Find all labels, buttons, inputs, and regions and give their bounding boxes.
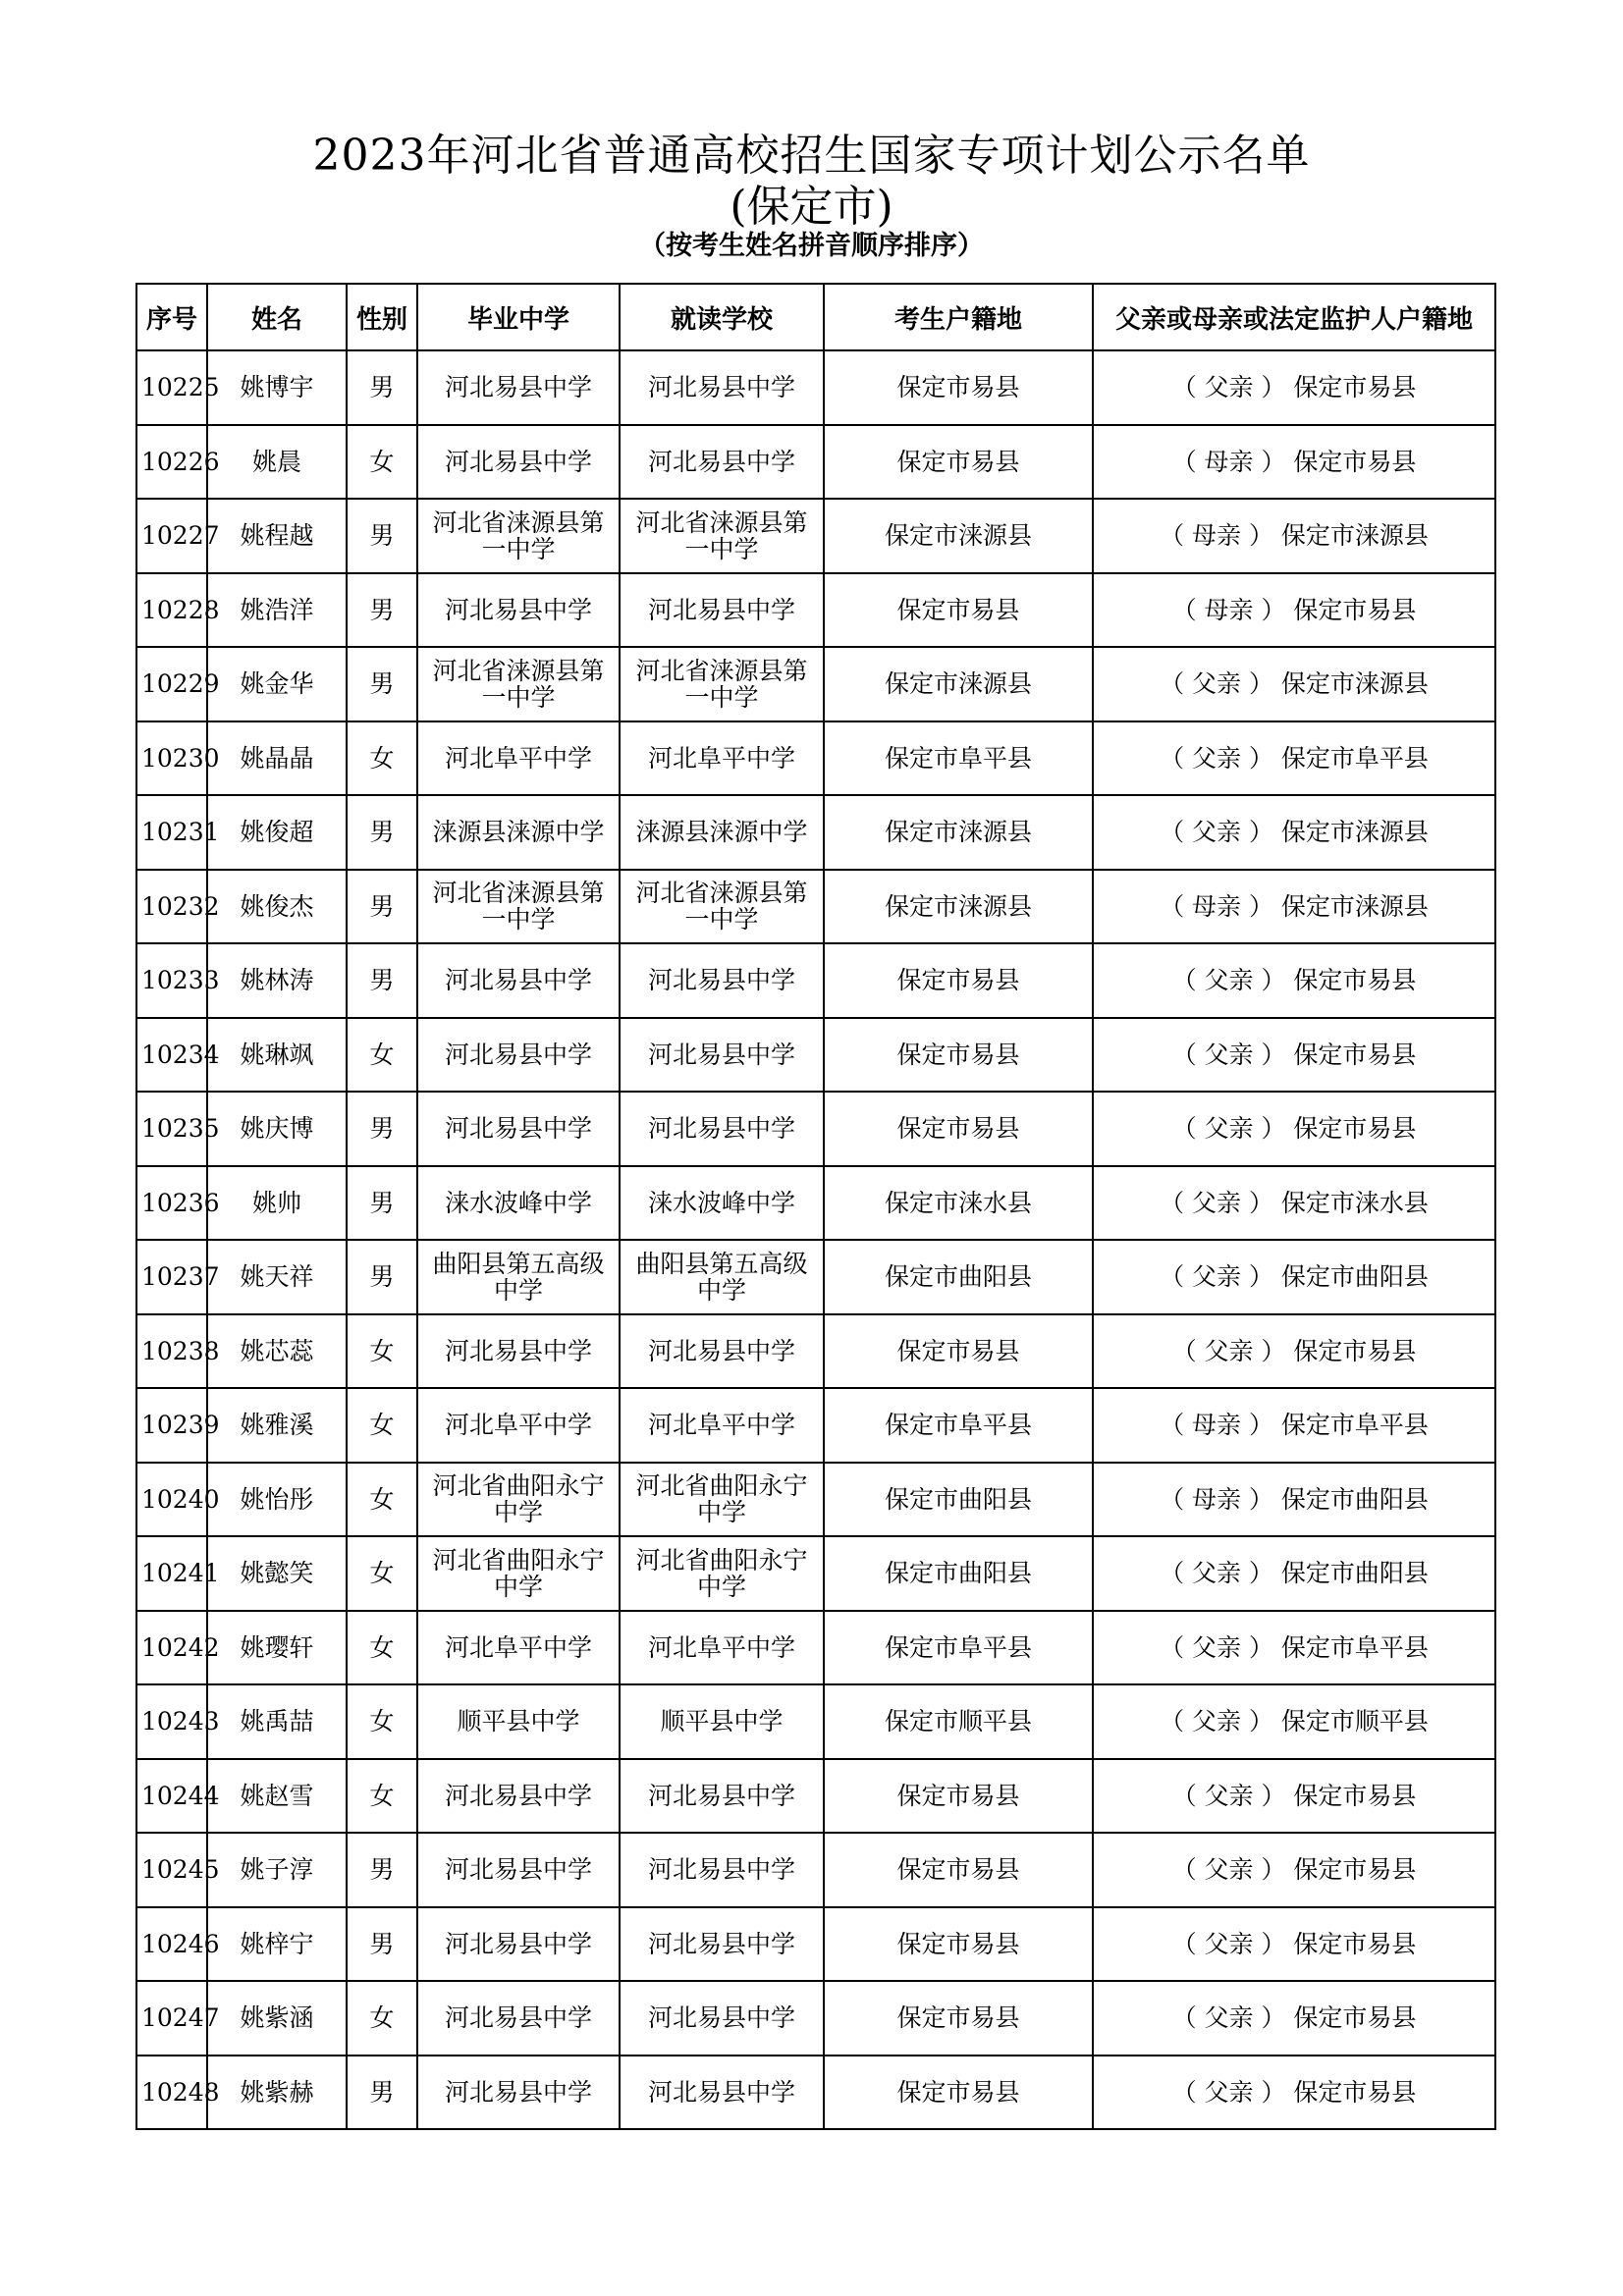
cell-current-school: 河北易县中学 — [620, 2056, 824, 2130]
cell-graduation-school: 河北易县中学 — [417, 350, 620, 425]
cell-graduation-school: 河北易县中学 — [417, 1907, 620, 1982]
cell-id: 10241 — [136, 1536, 207, 1611]
cell-gender: 女 — [347, 1684, 417, 1759]
cell-current-school: 河北易县中学 — [620, 425, 824, 500]
cell-current-school: 河北省涞源县第一中学 — [620, 647, 824, 721]
cell-current-school: 河北阜平中学 — [620, 1388, 824, 1463]
cell-guardian-residence: （ 父亲 ） 保定市易县 — [1093, 943, 1495, 1018]
table-row — [136, 350, 1495, 425]
cell-name: 姚梓宁 — [207, 1907, 347, 1982]
header-row — [136, 284, 1495, 350]
cell-id: 10242 — [136, 1611, 207, 1685]
cell-id: 10243 — [136, 1684, 207, 1759]
cell-student-residence: 保定市涞源县 — [824, 647, 1093, 721]
cell-guardian-residence: （ 母亲 ） 保定市易县 — [1093, 425, 1495, 500]
cell-name: 姚禹喆 — [207, 1684, 347, 1759]
cell-gender: 男 — [347, 1166, 417, 1241]
cell-guardian-residence: （ 父亲 ） 保定市曲阳县 — [1093, 1240, 1495, 1314]
cell-guardian-residence: （ 父亲 ） 保定市曲阳县 — [1093, 1536, 1495, 1611]
roster-body — [136, 350, 1495, 2129]
cell-gender: 女 — [347, 1759, 417, 1834]
sort-note: （按考生姓名拼音顺序排序） — [639, 231, 984, 261]
cell-id: 10238 — [136, 1314, 207, 1389]
table-row — [136, 1388, 1495, 1463]
cell-name: 姚雅溪 — [207, 1388, 347, 1463]
cell-name: 姚程越 — [207, 499, 347, 573]
table-row — [136, 647, 1495, 721]
table-row — [136, 1981, 1495, 2056]
cell-gender: 男 — [347, 943, 417, 1018]
cell-graduation-school: 河北阜平中学 — [417, 1611, 620, 1685]
table-row — [136, 1166, 1495, 1241]
cell-student-residence: 保定市涞源县 — [824, 795, 1093, 870]
cell-graduation-school: 河北易县中学 — [417, 573, 620, 648]
page-title: 2023年河北省普通高校招生国家专项计划公示名单 — [312, 131, 1311, 181]
cell-graduation-school: 河北易县中学 — [417, 1981, 620, 2056]
table-row — [136, 1907, 1495, 1982]
cell-guardian-residence: （ 父亲 ） 保定市涞源县 — [1093, 795, 1495, 870]
cell-current-school: 河北易县中学 — [620, 943, 824, 1018]
table-row — [136, 425, 1495, 500]
cell-student-residence: 保定市易县 — [824, 1981, 1093, 2056]
table-row — [136, 573, 1495, 648]
cell-student-residence: 保定市阜平县 — [824, 721, 1093, 796]
cell-guardian-residence: （ 母亲 ） 保定市曲阳县 — [1093, 1463, 1495, 1537]
cell-student-residence: 保定市易县 — [824, 1907, 1093, 1982]
cell-gender: 女 — [347, 1981, 417, 2056]
cell-gender: 男 — [347, 647, 417, 721]
cell-graduation-school: 河北易县中学 — [417, 1759, 620, 1834]
cell-id: 10246 — [136, 1907, 207, 1982]
table-row — [136, 1240, 1495, 1314]
cell-name: 姚天祥 — [207, 1240, 347, 1314]
cell-gender: 男 — [347, 1833, 417, 1907]
cell-id: 10225 — [136, 350, 207, 425]
cell-graduation-school: 河北省涞源县第一中学 — [417, 499, 620, 573]
table-row — [136, 2056, 1495, 2130]
cell-gender: 女 — [347, 1611, 417, 1685]
table-row — [136, 943, 1495, 1018]
table-row — [136, 1759, 1495, 1834]
cell-student-residence: 保定市易县 — [824, 350, 1093, 425]
cell-student-residence: 保定市曲阳县 — [824, 1240, 1093, 1314]
cell-guardian-residence: （ 父亲 ） 保定市阜平县 — [1093, 1611, 1495, 1685]
cell-current-school: 河北省涞源县第一中学 — [620, 499, 824, 573]
table-row — [136, 1314, 1495, 1389]
cell-guardian-residence: （ 父亲 ） 保定市涞源县 — [1093, 647, 1495, 721]
cell-graduation-school: 河北省曲阳永宁中学 — [417, 1463, 620, 1537]
cell-id: 10229 — [136, 647, 207, 721]
table-row — [136, 1018, 1495, 1093]
cell-current-school: 河北易县中学 — [620, 1092, 824, 1166]
cell-graduation-school: 河北省曲阳永宁中学 — [417, 1536, 620, 1611]
cell-student-residence: 保定市易县 — [824, 573, 1093, 648]
cell-current-school: 河北易县中学 — [620, 1907, 824, 1982]
table-row — [136, 1536, 1495, 1611]
cell-current-school: 河北阜平中学 — [620, 1611, 824, 1685]
cell-id: 10230 — [136, 721, 207, 796]
cell-guardian-residence: （ 母亲 ） 保定市涞源县 — [1093, 499, 1495, 573]
cell-gender: 女 — [347, 1536, 417, 1611]
cell-gender: 女 — [347, 425, 417, 500]
cell-student-residence: 保定市曲阳县 — [824, 1463, 1093, 1537]
cell-gender: 男 — [347, 499, 417, 573]
cell-guardian-residence: （ 母亲 ） 保定市易县 — [1093, 573, 1495, 648]
cell-name: 姚赵雪 — [207, 1759, 347, 1834]
cell-graduation-school: 曲阳县第五高级中学 — [417, 1240, 620, 1314]
cell-graduation-school: 河北易县中学 — [417, 1092, 620, 1166]
cell-gender: 男 — [347, 1092, 417, 1166]
cell-name: 姚俊杰 — [207, 870, 347, 944]
cell-guardian-residence: （ 父亲 ） 保定市易县 — [1093, 1314, 1495, 1389]
cell-guardian-residence: （ 父亲 ） 保定市易县 — [1093, 1092, 1495, 1166]
cell-current-school: 河北阜平中学 — [620, 721, 824, 796]
cell-guardian-residence: （ 父亲 ） 保定市易县 — [1093, 1833, 1495, 1907]
header-cell-current-school: 就读学校 — [620, 284, 824, 350]
cell-student-residence: 保定市顺平县 — [824, 1684, 1093, 1759]
cell-current-school: 河北省涞源县第一中学 — [620, 870, 824, 944]
cell-current-school: 河北易县中学 — [620, 573, 824, 648]
cell-id: 10239 — [136, 1388, 207, 1463]
header-cell-gender: 性别 — [347, 284, 417, 350]
cell-current-school: 河北省曲阳永宁中学 — [620, 1536, 824, 1611]
cell-graduation-school: 河北易县中学 — [417, 1314, 620, 1389]
cell-student-residence: 保定市阜平县 — [824, 1388, 1093, 1463]
cell-name: 姚紫赫 — [207, 2056, 347, 2130]
cell-guardian-residence: （ 母亲 ） 保定市涞源县 — [1093, 870, 1495, 944]
cell-gender: 女 — [347, 721, 417, 796]
cell-id: 10226 — [136, 425, 207, 500]
cell-student-residence: 保定市阜平县 — [824, 1611, 1093, 1685]
cell-name: 姚晶晶 — [207, 721, 347, 796]
cell-id: 10235 — [136, 1092, 207, 1166]
cell-id: 10228 — [136, 573, 207, 648]
table-row — [136, 499, 1495, 573]
table-row — [136, 1684, 1495, 1759]
cell-name: 姚芯蕊 — [207, 1314, 347, 1389]
cell-name: 姚紫涵 — [207, 1981, 347, 2056]
cell-graduation-school: 涞源县涞源中学 — [417, 795, 620, 870]
cell-current-school: 河北易县中学 — [620, 1833, 824, 1907]
cell-current-school: 顺平县中学 — [620, 1684, 824, 1759]
cell-current-school: 河北易县中学 — [620, 1981, 824, 2056]
cell-graduation-school: 河北易县中学 — [417, 943, 620, 1018]
cell-graduation-school: 河北易县中学 — [417, 1018, 620, 1093]
header-cell-graduation-school: 毕业中学 — [417, 284, 620, 350]
cell-guardian-residence: （ 父亲 ） 保定市阜平县 — [1093, 721, 1495, 796]
cell-current-school: 河北易县中学 — [620, 1759, 824, 1834]
cell-name: 姚俊超 — [207, 795, 347, 870]
cell-current-school: 涞源县涞源中学 — [620, 795, 824, 870]
cell-student-residence: 保定市易县 — [824, 1018, 1093, 1093]
cell-guardian-residence: （ 父亲 ） 保定市涞水县 — [1093, 1166, 1495, 1241]
cell-guardian-residence: （ 父亲 ） 保定市易县 — [1093, 1018, 1495, 1093]
cell-name: 姚晨 — [207, 425, 347, 500]
cell-id: 10248 — [136, 2056, 207, 2130]
table-row — [136, 1833, 1495, 1907]
table-row — [136, 1463, 1495, 1537]
cell-student-residence: 保定市易县 — [824, 1092, 1093, 1166]
cell-gender: 女 — [347, 1463, 417, 1537]
cell-name: 姚博宇 — [207, 350, 347, 425]
cell-id: 10247 — [136, 1981, 207, 2056]
cell-name: 姚琳飒 — [207, 1018, 347, 1093]
cell-gender: 女 — [347, 1388, 417, 1463]
cell-graduation-school: 河北省涞源县第一中学 — [417, 647, 620, 721]
cell-student-residence: 保定市易县 — [824, 425, 1093, 500]
cell-guardian-residence: （ 母亲 ） 保定市阜平县 — [1093, 1388, 1495, 1463]
cell-gender: 男 — [347, 573, 417, 648]
cell-guardian-residence: （ 父亲 ） 保定市易县 — [1093, 1907, 1495, 1982]
cell-graduation-school: 河北阜平中学 — [417, 721, 620, 796]
cell-id: 10244 — [136, 1759, 207, 1834]
cell-graduation-school: 河北阜平中学 — [417, 1388, 620, 1463]
cell-student-residence: 保定市易县 — [824, 1759, 1093, 1834]
cell-gender: 女 — [347, 1314, 417, 1389]
table-row — [136, 870, 1495, 944]
cell-guardian-residence: （ 父亲 ） 保定市易县 — [1093, 2056, 1495, 2130]
cell-guardian-residence: （ 父亲 ） 保定市易县 — [1093, 350, 1495, 425]
cell-graduation-school: 涞水波峰中学 — [417, 1166, 620, 1241]
cell-current-school: 涞水波峰中学 — [620, 1166, 824, 1241]
cell-gender: 男 — [347, 1240, 417, 1314]
cell-id: 10245 — [136, 1833, 207, 1907]
cell-graduation-school: 河北省涞源县第一中学 — [417, 870, 620, 944]
cell-id: 10233 — [136, 943, 207, 1018]
cell-current-school: 河北省曲阳永宁中学 — [620, 1463, 824, 1537]
cell-name: 姚庆博 — [207, 1092, 347, 1166]
header-cell-guardian-residence: 父亲或母亲或法定监护人户籍地 — [1093, 284, 1495, 350]
cell-name: 姚浩洋 — [207, 573, 347, 648]
cell-student-residence: 保定市涞源县 — [824, 870, 1093, 944]
cell-guardian-residence: （ 父亲 ） 保定市易县 — [1093, 1759, 1495, 1834]
header-cell-student-residence: 考生户籍地 — [824, 284, 1093, 350]
cell-id: 10240 — [136, 1463, 207, 1537]
cell-current-school: 河北易县中学 — [620, 350, 824, 425]
cell-id: 10234 — [136, 1018, 207, 1093]
cell-name: 姚懿笑 — [207, 1536, 347, 1611]
cell-id: 10232 — [136, 870, 207, 944]
table-row — [136, 795, 1495, 870]
cell-graduation-school: 河北易县中学 — [417, 2056, 620, 2130]
cell-name: 姚子淳 — [207, 1833, 347, 1907]
cell-guardian-residence: （ 父亲 ） 保定市顺平县 — [1093, 1684, 1495, 1759]
cell-name: 姚帅 — [207, 1166, 347, 1241]
cell-gender: 男 — [347, 2056, 417, 2130]
cell-student-residence: 保定市涞水县 — [824, 1166, 1093, 1241]
cell-current-school: 河北易县中学 — [620, 1018, 824, 1093]
cell-student-residence: 保定市易县 — [824, 1314, 1093, 1389]
cell-id: 10227 — [136, 499, 207, 573]
cell-current-school: 河北易县中学 — [620, 1314, 824, 1389]
cell-gender: 男 — [347, 795, 417, 870]
cell-student-residence: 保定市涞源县 — [824, 499, 1093, 573]
cell-graduation-school: 河北易县中学 — [417, 1833, 620, 1907]
cell-guardian-residence: （ 父亲 ） 保定市易县 — [1093, 1981, 1495, 2056]
cell-graduation-school: 顺平县中学 — [417, 1684, 620, 1759]
cell-gender: 男 — [347, 870, 417, 944]
cell-student-residence: 保定市曲阳县 — [824, 1536, 1093, 1611]
cell-student-residence: 保定市易县 — [824, 1833, 1093, 1907]
cell-name: 姚金华 — [207, 647, 347, 721]
cell-current-school: 曲阳县第五高级中学 — [620, 1240, 824, 1314]
roster-table — [135, 283, 1496, 2130]
cell-graduation-school: 河北易县中学 — [417, 425, 620, 500]
header-cell-name: 姓名 — [207, 284, 347, 350]
cell-name: 姚怡彤 — [207, 1463, 347, 1537]
cell-student-residence: 保定市易县 — [824, 2056, 1093, 2130]
page-subtitle: (保定市) — [730, 182, 893, 232]
cell-gender: 男 — [347, 350, 417, 425]
cell-gender: 女 — [347, 1018, 417, 1093]
cell-name: 姚林涛 — [207, 943, 347, 1018]
cell-gender: 男 — [347, 1907, 417, 1982]
table-row — [136, 1092, 1495, 1166]
cell-id: 10236 — [136, 1166, 207, 1241]
header-cell-id: 序号 — [136, 284, 207, 350]
table-row — [136, 1611, 1495, 1685]
cell-id: 10231 — [136, 795, 207, 870]
cell-student-residence: 保定市易县 — [824, 943, 1093, 1018]
table-row — [136, 721, 1495, 796]
cell-name: 姚璎轩 — [207, 1611, 347, 1685]
cell-id: 10237 — [136, 1240, 207, 1314]
